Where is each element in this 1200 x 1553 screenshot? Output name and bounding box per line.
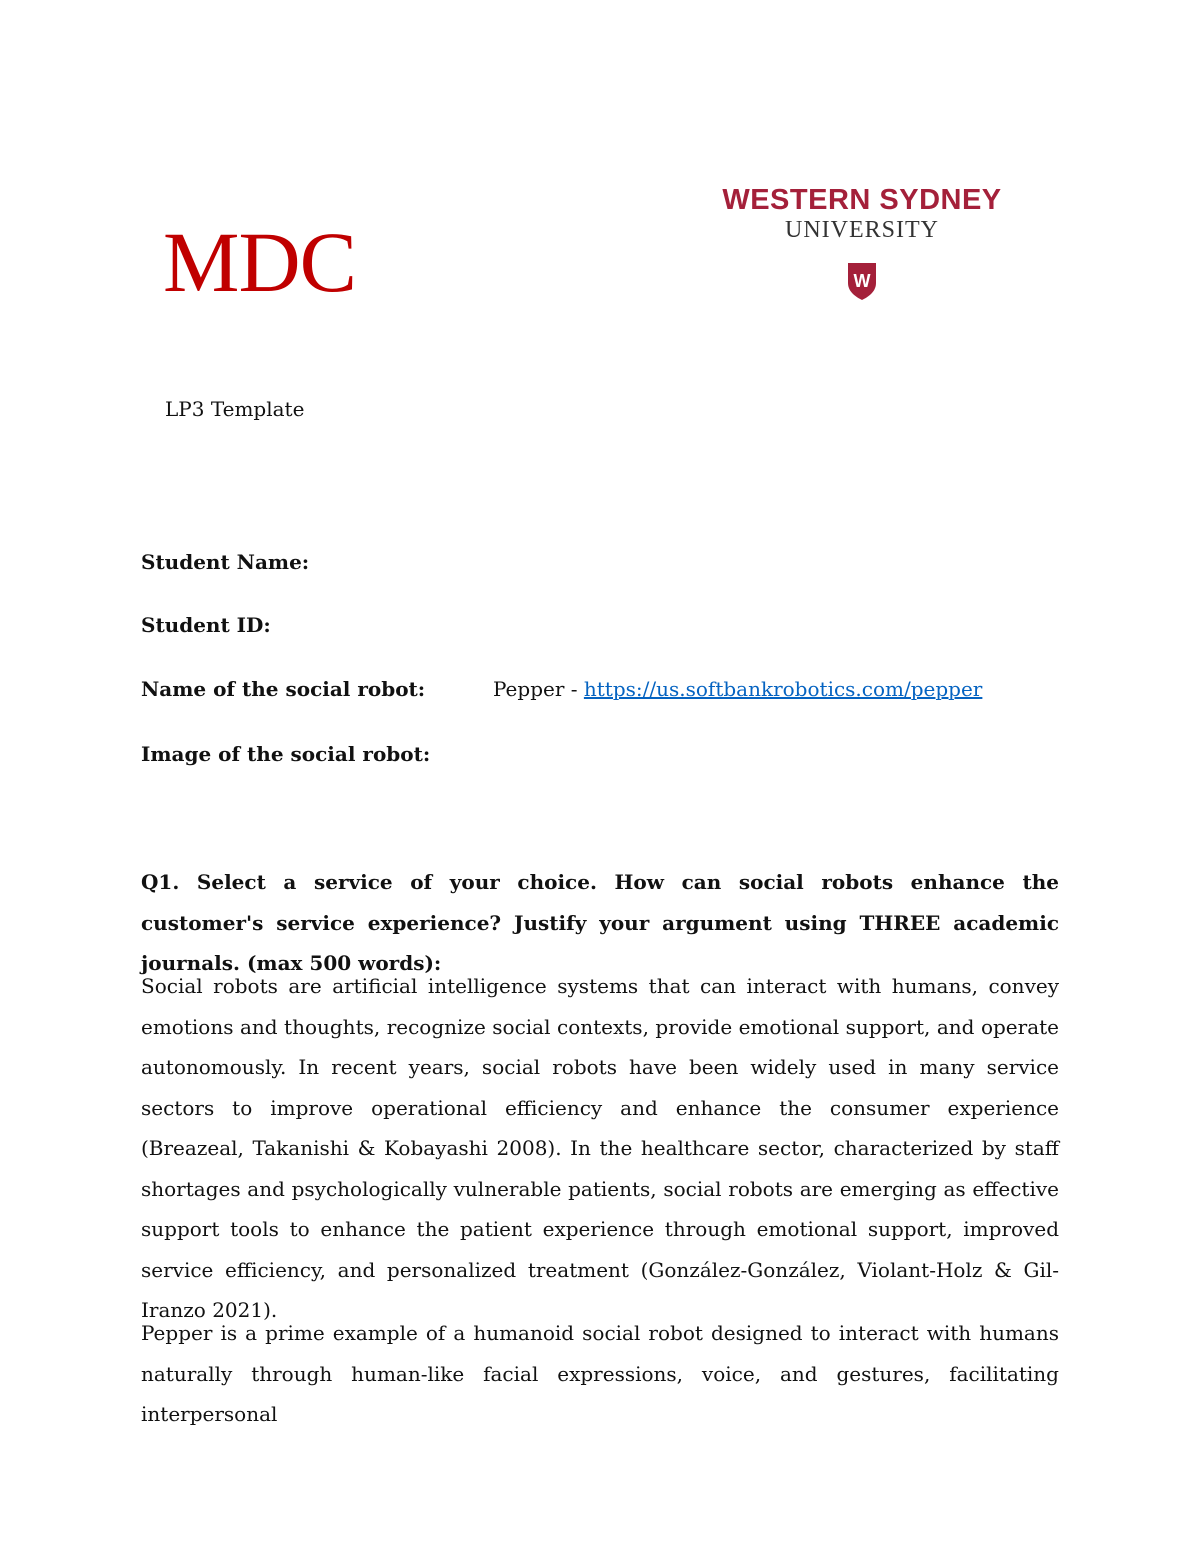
robot-name-label: Name of the social robot: [141,677,426,701]
wsu-logo-line1: WESTERN SYDNEY [722,184,1002,216]
mdc-logo: MDC [163,214,356,310]
q1-answer-paragraph-1: Social robots are artificial intelligence systems that can interact with humans, convey emotions and thoughts, recognize social contexts, provide emotional support, and operate autonomously. In recent years, social robots have been widely used in many service sectors to improve operational efficiency and enhance the consumer experience (Breazeal, Takanishi & Kobayashi 2008). In the healthcare sector, characterized by staff shortages and psychologically vulnerable patients, social robots are emerging as effective support tools to enhance the patient experience through emotional support, improved service efficiency, and personalized treatment (González-González, Violant-Holz & Gil-Iranzo 2021). [141,974,1059,1322]
robot-image-label: Image of the social robot: [141,742,431,766]
robot-name-value [493,676,982,702]
robot-link[interactable]: https://us.softbankrobotics.com/pepper [583,677,983,701]
svg-text:W: W [853,271,871,291]
q1-answer-paragraph-2: Pepper is a prime example of a humanoid social robot designed to interact with humans naturally through human-like facial expressions, voice, and gestures, facilitating interpersonal [141,1321,1059,1426]
western-sydney-university-logo [712,183,1012,308]
wsu-logo-line2: UNIVERSITY [785,217,939,243]
q1-question: Q1. Select a service of your choice. How can social robots enhance the customer's service experience? Justify your argument using THREE academic journals. (max 500 words): [141,870,1059,975]
document-title: LP3 Template [165,397,305,421]
student-name-label: Student Name: [141,550,310,574]
wsu-shield-icon [846,261,878,301]
robot-name-text: Pepper - [493,677,584,701]
student-id-label: Student ID: [141,613,271,637]
